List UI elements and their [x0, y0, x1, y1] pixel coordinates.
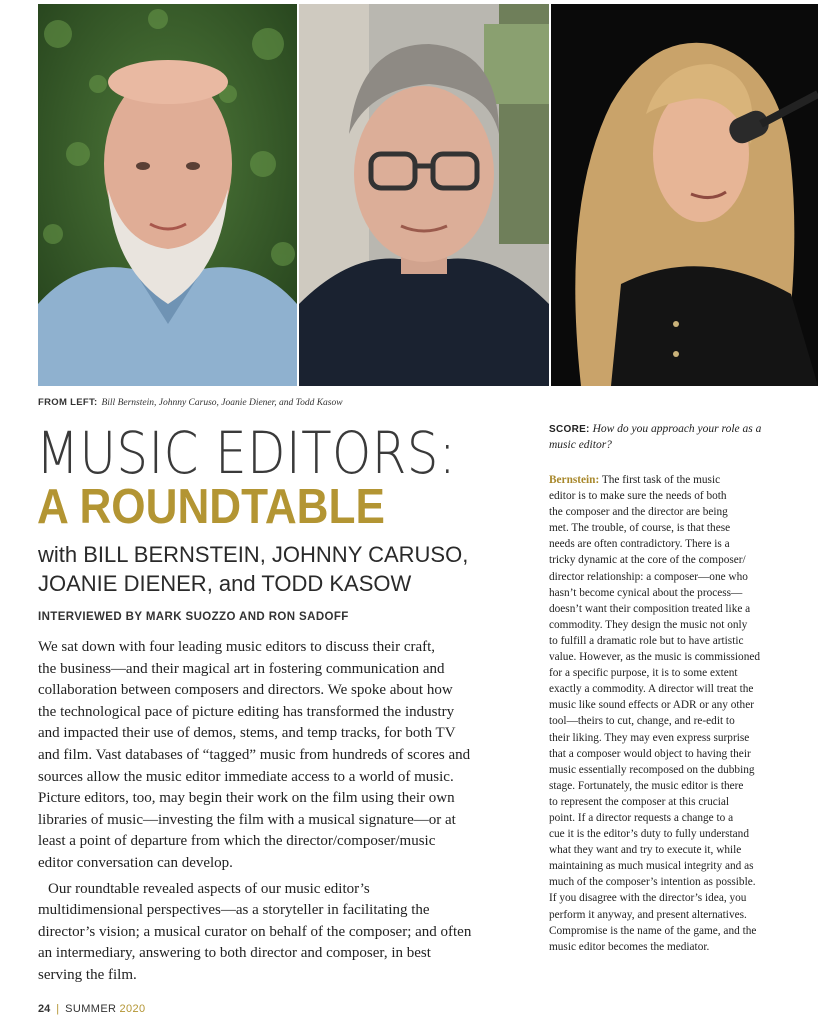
footer-separator: | — [56, 1003, 60, 1015]
text-line: director relationship: a composer—one who — [549, 570, 748, 583]
photo-bill-bernstein — [38, 4, 297, 386]
speaker-name: Bernstein: — [549, 474, 600, 486]
issue-season: SUMMER — [65, 1003, 117, 1015]
text-line: tricky dynamic at the core of the composer/ — [549, 554, 746, 567]
text-line: value. However, as the music is commissioned — [549, 651, 761, 664]
text-line: the technological pace of picture editing has transformed the industry — [38, 703, 455, 720]
issue-year: 2020 — [119, 1003, 146, 1015]
page-footer — [38, 1003, 146, 1015]
text-line: to represent the composer at this crucial — [549, 795, 730, 808]
question-text-line-1: How do you approach your role as a — [592, 423, 762, 435]
intro-paragraph-2 — [38, 879, 528, 987]
interview-question — [549, 422, 811, 452]
text-line: for a specific purpose, it is to some extent — [549, 667, 738, 680]
caption-names: Bill Bernstein, Johnny Caruso, Joanie Diener, and Todd Kasow — [101, 398, 343, 408]
text-line: Picture editors, too, may begin their work on the film using their own — [38, 790, 455, 807]
text-line: We sat down with four leading music editors to discuss their craft, — [38, 639, 436, 655]
answer-first-line — [549, 472, 811, 488]
subtitle-line-1: with BILL BERNSTEIN, JOHNNY CARUSO, — [38, 542, 469, 567]
page-number: 24 — [38, 1003, 51, 1015]
text-line: the business—and their magical art in fostering communication and — [38, 660, 445, 677]
text-line: music essentially recomposed on the dubbing — [549, 763, 755, 776]
text-line: met. The trouble, of course, is that these — [549, 522, 731, 535]
caption-lead: FROM LEFT: — [38, 397, 98, 408]
text-line: music like sound effects or ADR or any other — [549, 699, 754, 712]
answer-first-text: The first task of the music — [601, 474, 721, 486]
text-line: perform it anyway, and present alternatives. — [549, 908, 747, 921]
photo-joanie-diener — [551, 4, 818, 386]
photo-johnny-caruso — [299, 4, 549, 386]
text-line: exactly a commodity. A director will treat the — [549, 683, 754, 696]
text-line: hasn’t become cynical about the process— — [549, 586, 743, 599]
text-line: least a point of departure from which the director/composer/music — [38, 833, 436, 850]
question-label: SCORE: — [549, 424, 590, 435]
text-line: stage. Fortunately, the music editor is there — [549, 779, 744, 792]
text-line: Our roundtable revealed aspects of our music editor’s — [48, 880, 370, 897]
intro-paragraph-1 — [38, 637, 528, 875]
text-line: cue it is the editor’s duty to fully understand — [549, 828, 749, 841]
question-text-line-2: music editor? — [549, 438, 612, 451]
text-line: tool—theirs to cut, change, and re-edit to — [549, 715, 735, 728]
text-line: multidimensional perspectives—as a storyteller in facilitating the — [38, 902, 430, 919]
text-line: If you disagree with the director’s idea, you — [549, 892, 747, 905]
text-line: to fulfill a dramatic role but to have artistic — [549, 634, 744, 647]
intro-text — [38, 637, 528, 987]
text-line: and impacted their use of demos, stems, and temp tracks, for both TV — [38, 725, 456, 742]
text-line: what they want and try to execute it, while — [549, 844, 742, 857]
headline-primary: MUSIC EDITORS: — [36, 419, 457, 487]
headline-secondary: A ROUNDTABLE — [37, 480, 385, 534]
subtitle-line-2: JOANIE DIENER, and TODD KASOW — [38, 571, 412, 596]
text-line: an intermediary, answering to both director and composer, in best — [38, 945, 431, 962]
text-line: Compromise is the name of the game, and the — [549, 924, 757, 937]
text-line: director’s vision; a musical curator on behalf of the composer; and often — [38, 923, 472, 940]
interview-answer — [549, 472, 811, 955]
text-line: commodity. They design the music not only — [549, 618, 748, 631]
photo-strip — [38, 4, 818, 386]
text-line: the composer and the director are being — [549, 506, 728, 519]
text-line: that a composer would object to having their — [549, 747, 751, 760]
text-line: maintaining as much musical integrity and as — [549, 860, 754, 873]
text-line: needs are often contradictory. There is a — [549, 538, 730, 551]
text-line: sources allow the music editor immediate access to a world of music. — [38, 768, 454, 785]
text-line: and film. Vast databases of “tagged” music from hundreds of scores and — [38, 746, 471, 763]
text-line: point. If a director requests a change to a — [549, 811, 734, 824]
text-line: serving the film. — [38, 966, 137, 983]
byline: INTERVIEWED BY MARK SUOZZO AND RON SADOFF — [38, 611, 349, 623]
text-line: much of the composer’s intention as possible. — [549, 876, 756, 889]
text-line: editor conversation can develop. — [38, 854, 233, 871]
text-line: editor is to make sure the needs of both — [549, 490, 727, 503]
text-line: doesn’t want their composition treated like a — [549, 602, 751, 615]
text-line: their liking. They may even express surprise — [549, 731, 750, 744]
text-line: libraries of music—investing the film with a musical signature—or at — [38, 811, 456, 828]
photo-caption — [38, 397, 343, 408]
text-line: collaboration between composers and directors. We spoke about how — [38, 682, 453, 699]
text-line: music editor becomes the mediator. — [549, 940, 710, 953]
